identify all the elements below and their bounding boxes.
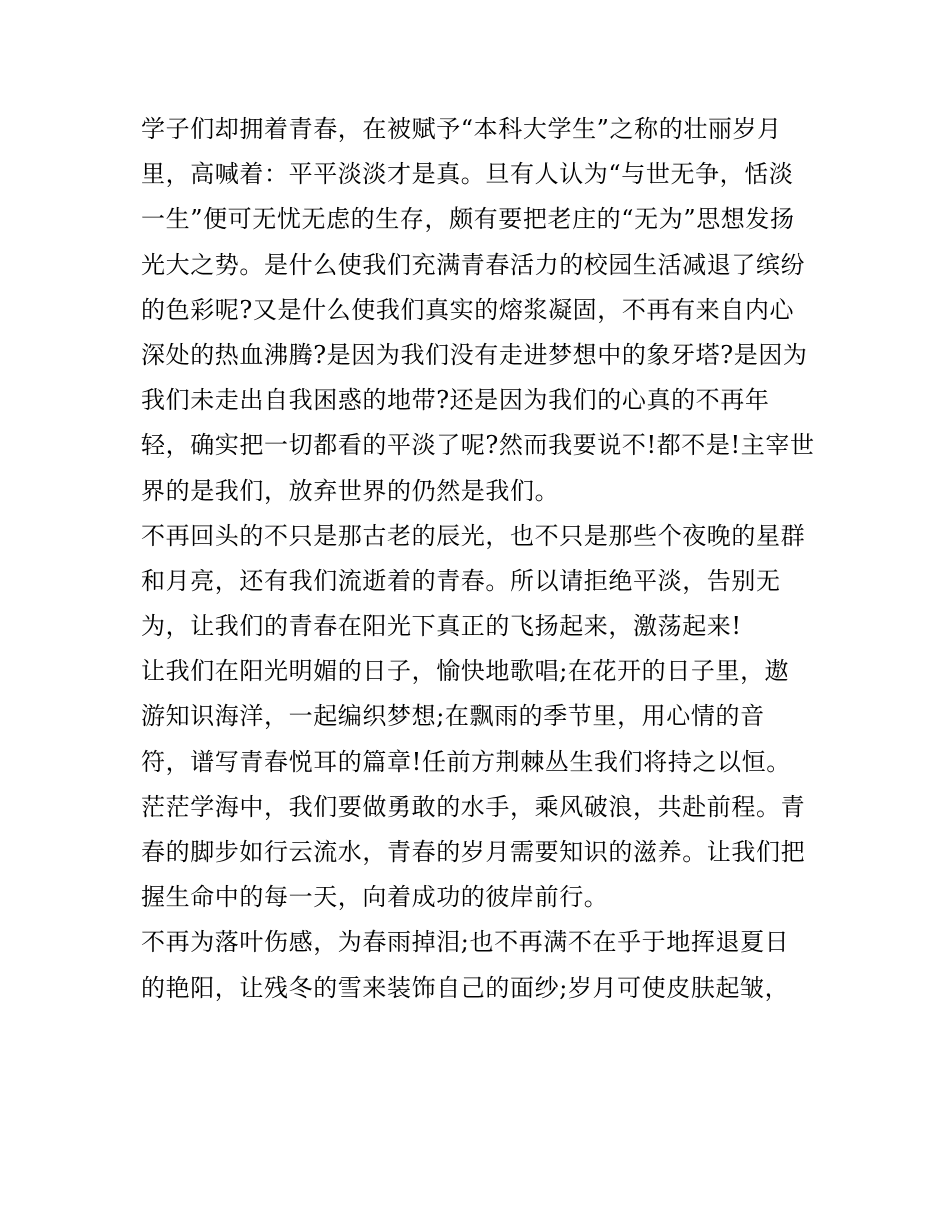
text-line: 符，谱写青春悦耳的篇章!任前方荆棘丛生我们将持之以恒。 — [141, 747, 791, 776]
text-line: 春的脚步如行云流水，青春的岁月需要知识的滋养。让我们把 — [141, 838, 806, 866]
text-line: 为，让我们的青春在阳光下真正的飞扬起来，激荡起来! — [141, 612, 742, 641]
text-line: 茫茫学海中，我们要做勇敢的水手，乘风破浪，共赴前程。青 — [141, 792, 806, 821]
text-line: 不再回头的不只是那古老的辰光，也不只是那些个夜晚的星群 — [141, 521, 806, 550]
text-line: 光大之势。是什么使我们充满青春活力的校园生活减退了缤纷 — [141, 250, 806, 279]
text-line: 学子们却拥着青春，在被赋予“本科大学生”之称的壮丽岁月 — [141, 115, 782, 143]
text-line: 握生命中的每一天，向着成功的彼岸前行。 — [141, 883, 609, 912]
text-line: 里，高喊着：平平淡淡才是真。旦有人认为“与世无争，恬淡 — [141, 160, 794, 189]
text-line: 的艳阳，让残冬的雪来装饰自己的面纱;岁月可使皮肤起皱， — [141, 973, 790, 1002]
text-line: 不再为落叶伤感，为春雨掉泪;也不再满不在乎于地挥退夏日 — [141, 928, 790, 957]
essay-text — [141, 107, 821, 1011]
text-line: 让我们在阳光明媚的日子，愉快地歌唱;在花开的日子里，遨 — [141, 657, 790, 686]
text-line: 界的是我们，放弃世界的仍然是我们。 — [141, 476, 560, 505]
text-line: 一生”便可无忧无虑的生存，颇有要把老庄的“无为”思想发扬 — [141, 205, 795, 234]
text-line: 游知识海洋，一起编织梦想;在飘雨的季节里，用心情的音 — [141, 702, 765, 731]
text-line: 深处的热血沸腾?是因为我们没有走进梦想中的象牙塔?是因为 — [141, 340, 808, 369]
text-line: 我们未走出自我困惑的地带?还是因为我们的心真的不再年 — [141, 386, 770, 415]
text-line: 和月亮，还有我们流逝着的青春。所以请拒绝平淡，告别无 — [141, 566, 781, 595]
text-line: 的色彩呢?又是什么使我们真实的熔浆凝固，不再有来自内心 — [141, 295, 795, 324]
text-line: 轻，确实把一切都看的平淡了呢?然而我要说不!都不是!主宰世 — [141, 431, 815, 460]
